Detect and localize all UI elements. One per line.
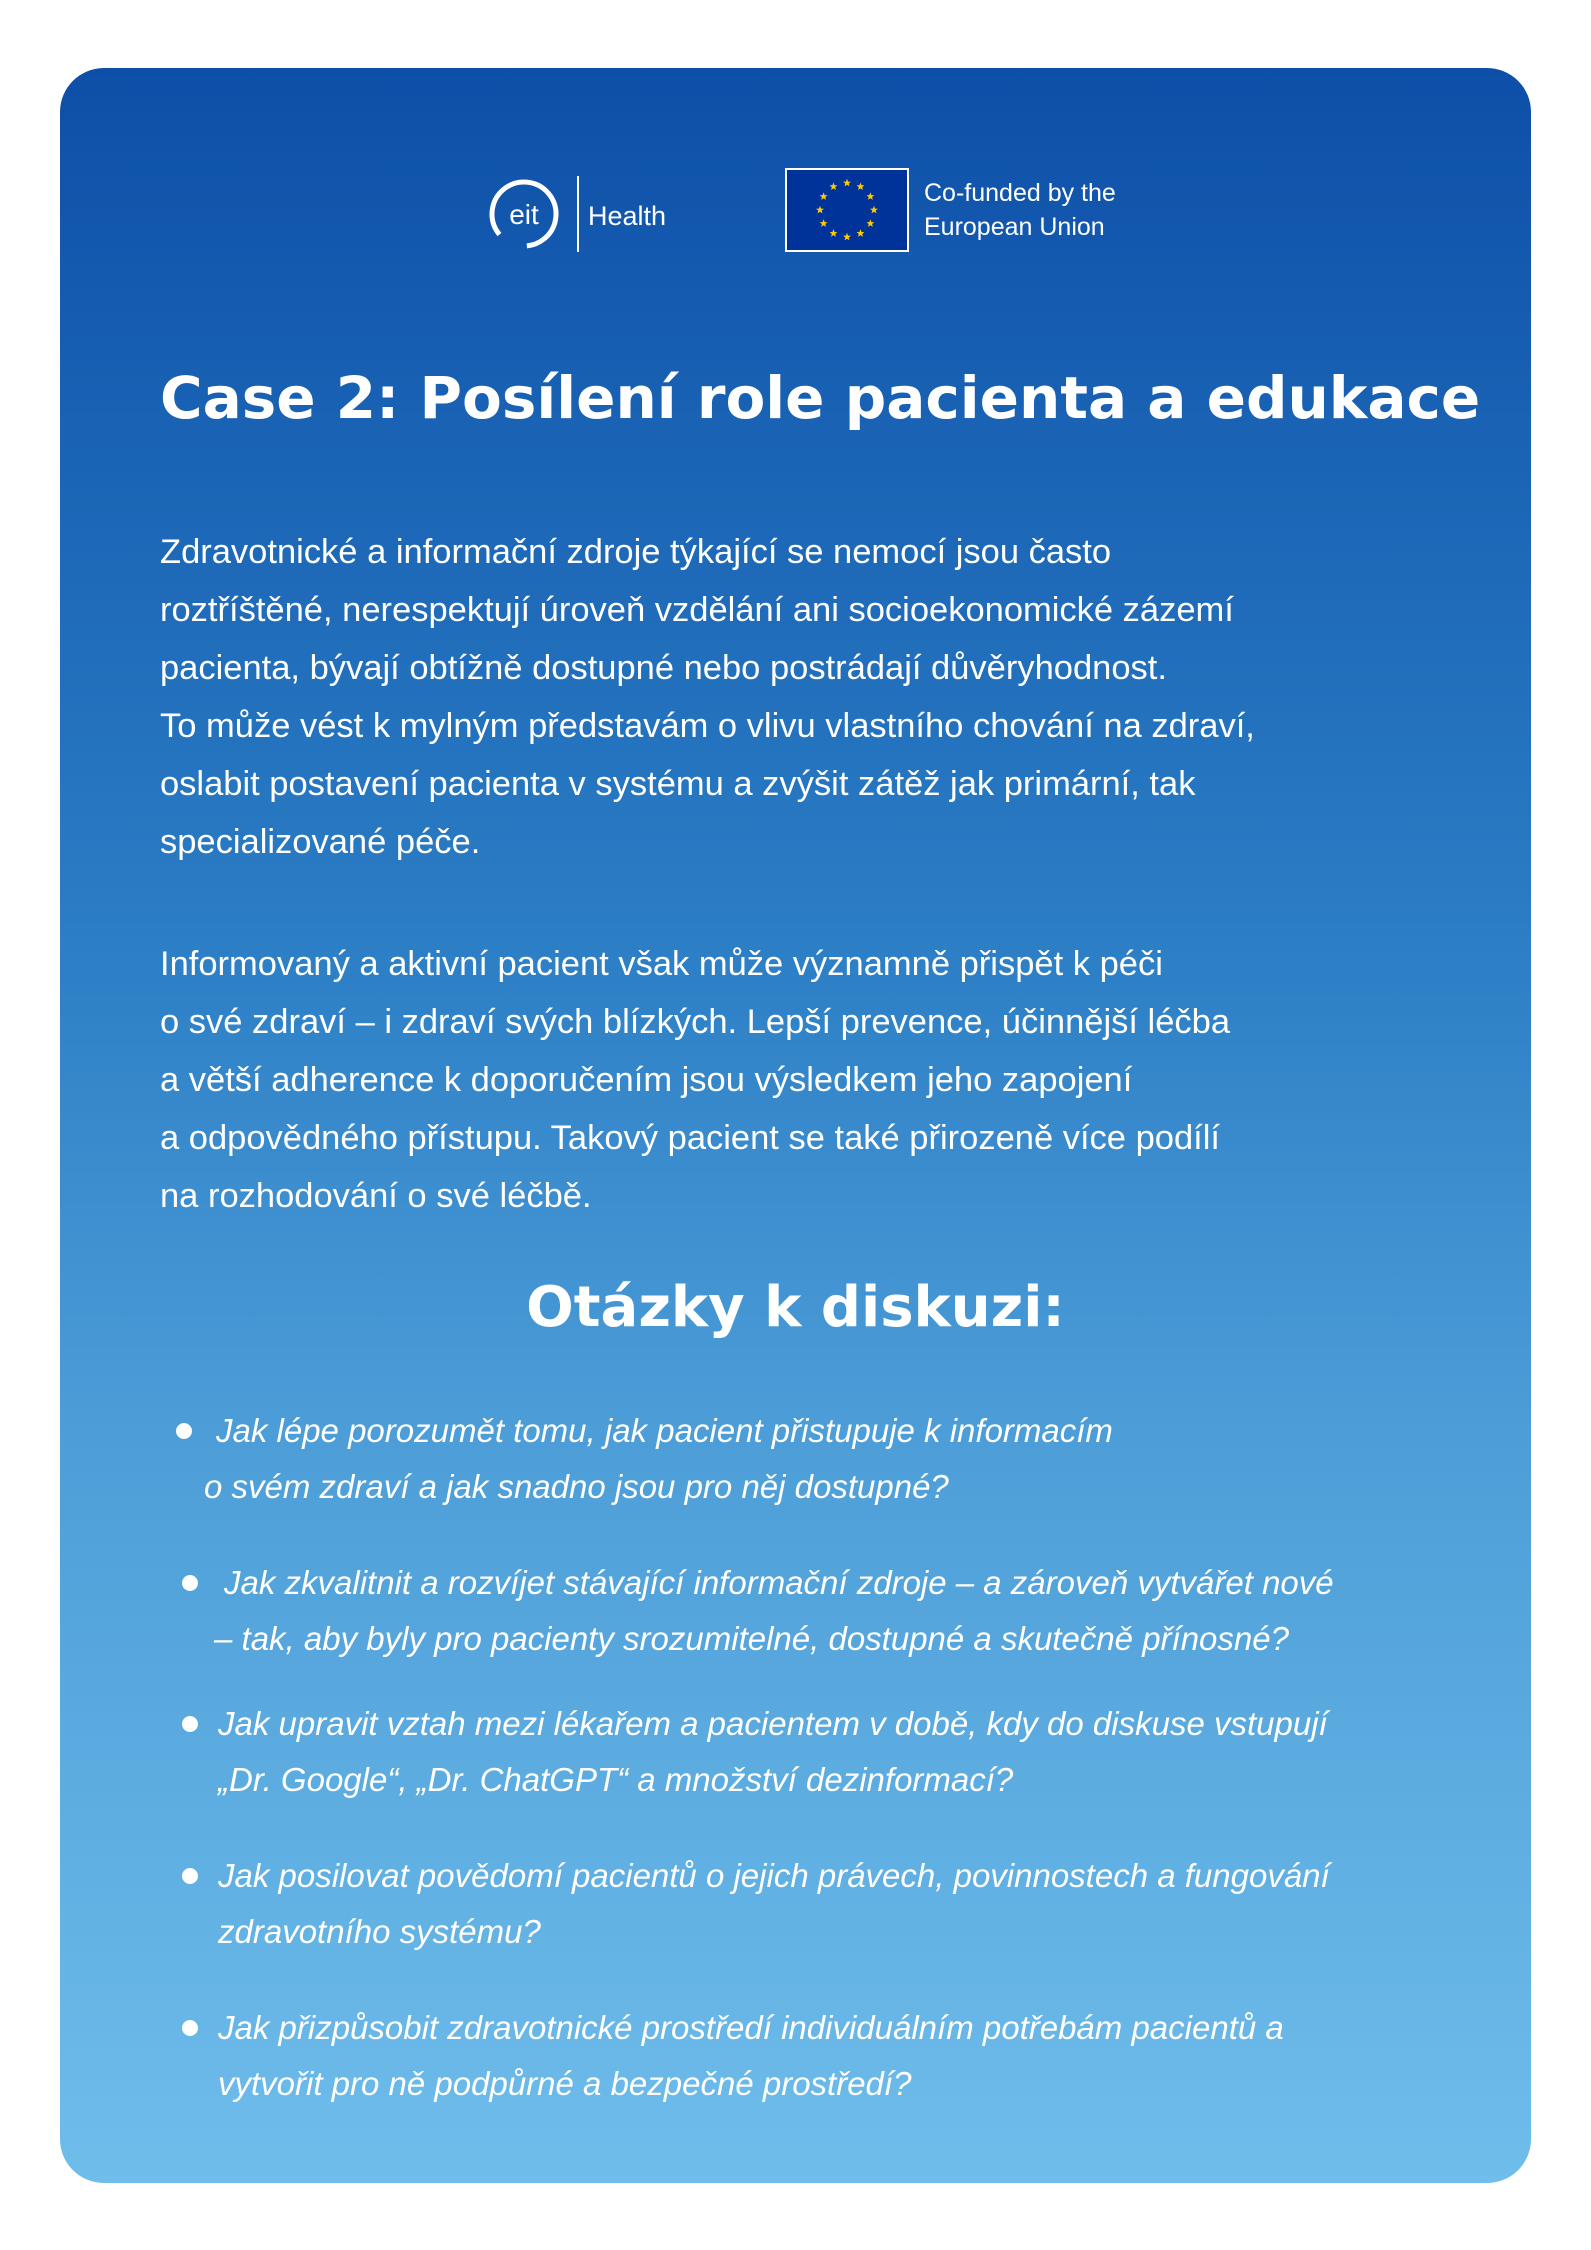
paragraph-line: Informovaný a aktivní pacient však může významně přispět k péči — [160, 945, 1163, 983]
logo-bar — [60, 160, 1531, 260]
paragraph-line: a odpovědného přístupu. Takový pacient se také přirozeně více podílí — [160, 1119, 1220, 1157]
question-line: – tak, aby byly pro pacienty srozumitelné, dostupné a skutečně přínosné? — [214, 1620, 1289, 1657]
question-line: zdravotního systému? — [218, 1913, 541, 1950]
bullet-icon — [182, 1716, 198, 1732]
eit-health-logo — [476, 166, 716, 266]
paragraph-2 — [160, 935, 1460, 1225]
question-line: Jak přizpůsobit zdravotnické prostředí individuálním potřebám pacientů a — [218, 2009, 1284, 2046]
question-item — [204, 1403, 1113, 1515]
question-line: o svém zdraví a jak snadno jsou pro něj dostupné? — [204, 1468, 949, 1505]
health-label: Health — [588, 201, 667, 231]
question-item — [218, 2000, 1284, 2112]
paragraph-line: To může vést k mylným představám o vlivu vlastního chování na zdraví, — [160, 707, 1255, 745]
eu-text-line-2: European Union — [924, 213, 1105, 241]
content-card — [60, 68, 1531, 2183]
question-line: Jak zkvalitnit a rozvíjet stávající informační zdroje – a zároveň vytvářet nové — [224, 1564, 1334, 1601]
paragraph-line: o své zdraví – i zdraví svých blízkých. Lepší prevence, účinnější léčba — [160, 1003, 1231, 1041]
bullet-icon — [182, 1575, 198, 1591]
bullet-icon — [182, 1868, 198, 1884]
paragraph-line: na rozhodování o své léčbě. — [160, 1177, 592, 1215]
question-item — [214, 1555, 1334, 1667]
question-line: Jak lépe porozumět tomu, jak pacient přistupuje k informacím — [216, 1412, 1113, 1449]
eu-flag-icon — [785, 168, 909, 252]
question-item — [218, 1848, 1330, 1960]
bullet-icon — [182, 2020, 198, 2036]
paragraph-1 — [160, 523, 1460, 871]
paragraph-line: a větší adherence k doporučením jsou výsledkem jeho zapojení — [160, 1061, 1133, 1099]
eit-label: eit — [509, 199, 539, 230]
discussion-heading: Otázky k diskuzi: — [526, 1275, 1065, 1340]
paragraph-line: Zdravotnické a informační zdroje týkající se nemocí jsou často — [160, 533, 1112, 571]
question-line: Jak posilovat povědomí pacientů o jejich právech, povinnostech a fungování — [218, 1857, 1330, 1894]
question-line: vytvořit pro ně podpůrné a bezpečné prostředí? — [218, 2065, 912, 2102]
eu-cofunded-text — [924, 176, 1116, 244]
paragraph-line: oslabit postavení pacienta v systému a zvýšit zátěž jak primární, tak — [160, 765, 1196, 803]
eu-text-line-1: Co-funded by the — [924, 179, 1116, 207]
page-title: Case 2: Posílení role pacienta a edukace — [160, 364, 1481, 432]
paragraph-line: roztříštěné, nerespektují úroveň vzdělání ani socioekonomické zázemí — [160, 591, 1234, 629]
bullet-icon — [176, 1423, 192, 1439]
question-item — [218, 1696, 1328, 1808]
question-line: Jak upravit vztah mezi lékařem a pacientem v době, kdy do diskuse vstupují — [218, 1705, 1328, 1742]
paragraph-line: pacienta, bývají obtížně dostupné nebo postrádají důvěryhodnost. — [160, 649, 1167, 687]
paragraph-line: specializované péče. — [160, 823, 481, 861]
question-line: „Dr. Google“, „Dr. ChatGPT“ a množství dezinformací? — [218, 1761, 1014, 1798]
